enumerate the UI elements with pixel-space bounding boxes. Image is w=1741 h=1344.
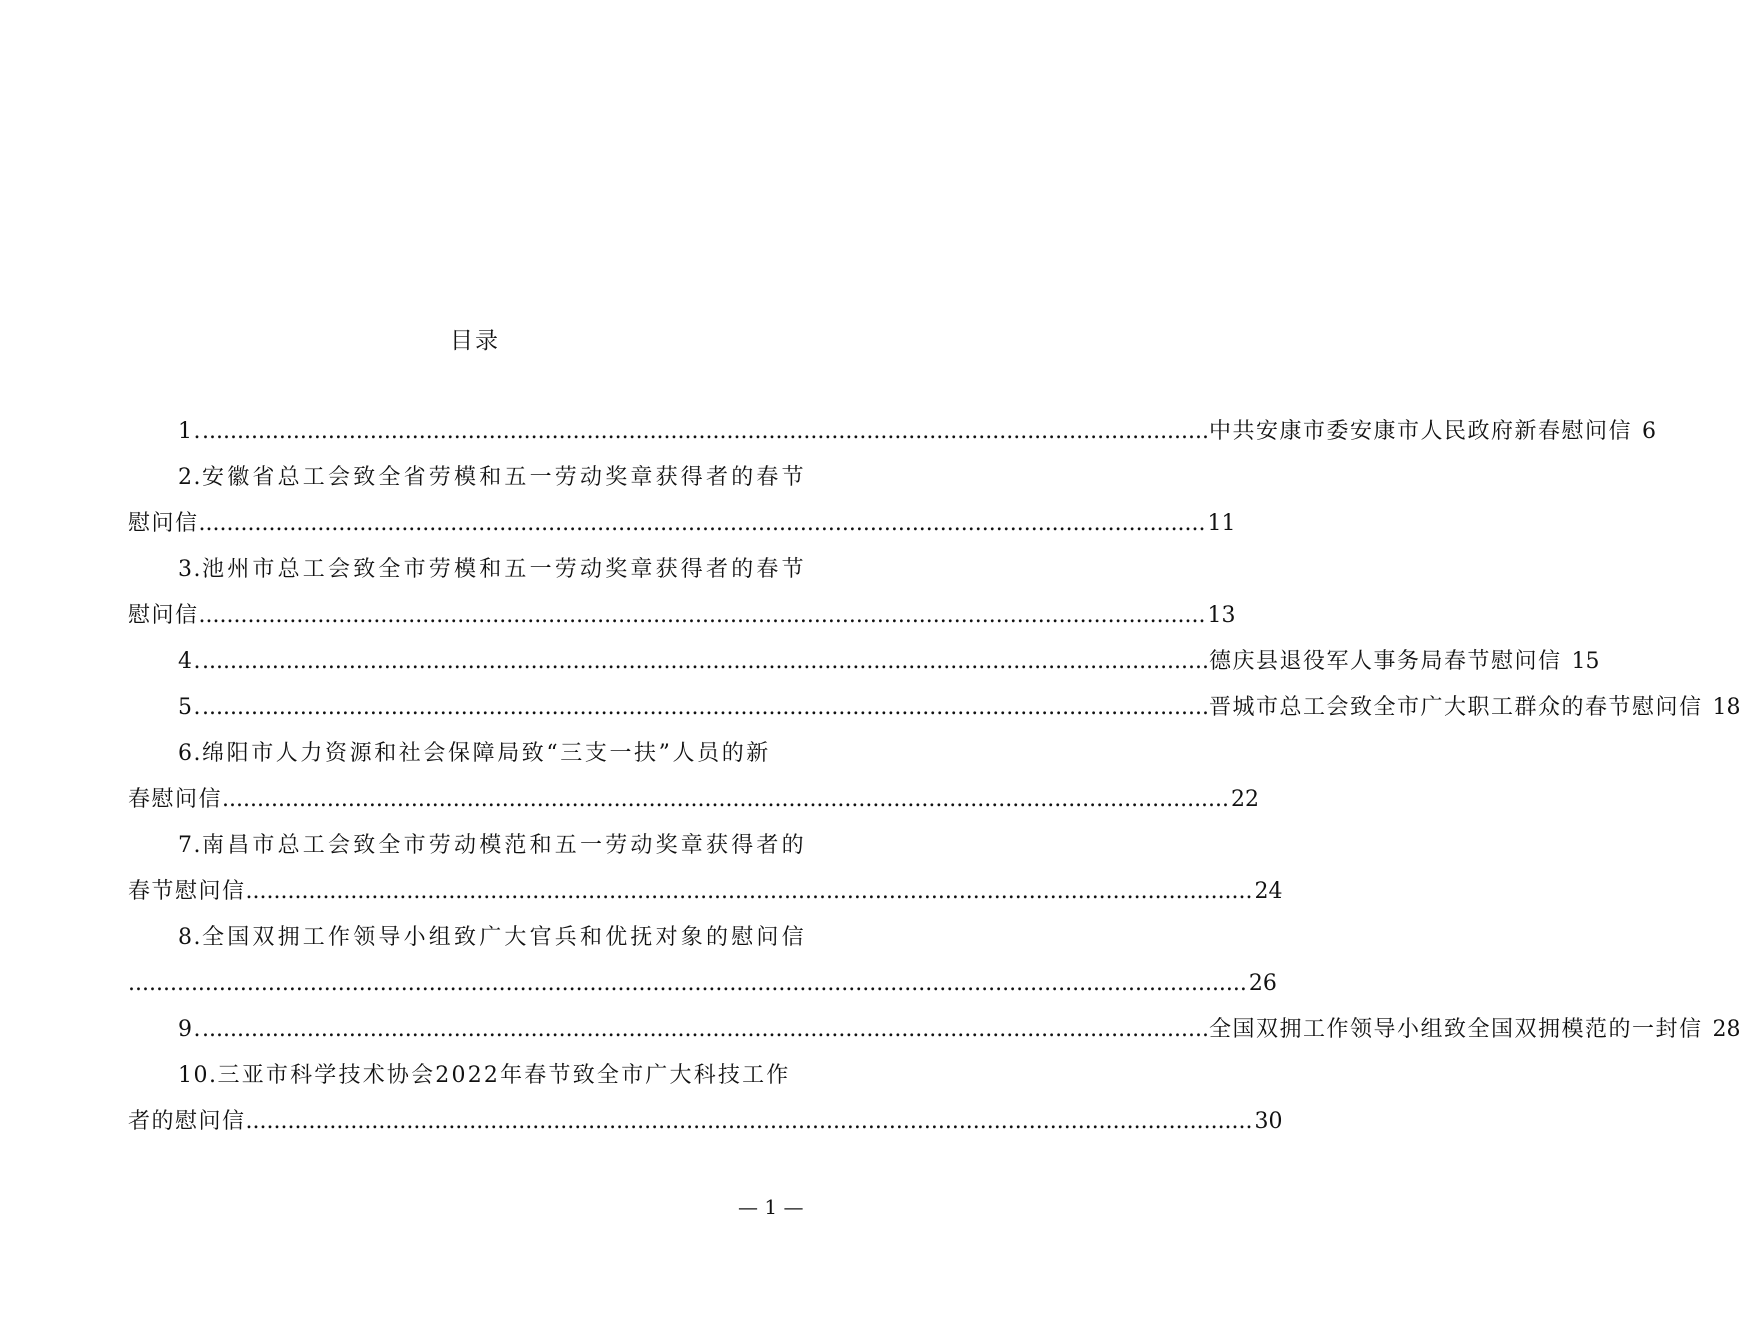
entry-page: 6 [1642,419,1657,444]
entry-title: 中共安康市委安康市人民政府新春慰问信 [1209,419,1633,444]
dot-leader: ................................................................................................................................................ [245,879,1253,904]
dot-leader: ................................................................................................................................................ [198,511,1206,536]
entry-number: 10. [178,1063,218,1088]
entry-title: 全国双拥工作领导小组致广大官兵和优抚对象的慰问信 [202,925,807,950]
entry-number: 4. [178,649,202,674]
entry-number: 6. [178,741,202,766]
toc-entry-2-line1[interactable] [178,460,808,496]
entry-title: 晋城市总工会致全市广大职工群众的春节慰问信 [1209,695,1703,720]
dot-leader: ................................................................................................................................................ [245,1109,1253,1134]
toc-entry-3-line1[interactable] [178,552,808,588]
entry-page: 28 [1712,1017,1741,1042]
entry-title-cont: 春节慰问信 [128,879,246,904]
toc-entry-6-line2[interactable] [128,782,1260,818]
toc-entry-10-line1[interactable] [178,1058,808,1094]
entry-number: 1. [178,419,202,444]
entry-page: 30 [1254,1109,1283,1134]
entry-title-cont: 慰问信 [128,511,199,536]
dot-leader: ................................................................................................................................................ [202,1017,1210,1042]
entry-title: 三亚市科学技术协会2022年春节致全市广大科技工作 [217,1063,791,1088]
entry-number: 2. [178,465,202,490]
entry-title: 南昌市总工会致全市劳动模范和五一劳动奖章获得者的 [202,833,807,858]
toc-entry-7-line2[interactable] [128,874,1283,910]
entry-number: 9. [178,1017,202,1042]
toc-entry-2-line2[interactable] [128,506,1236,542]
toc-entry-7-line1[interactable] [178,828,808,864]
toc-entry-5[interactable] [178,690,1741,726]
toc-entry-9[interactable] [178,1012,1741,1048]
entry-number: 7. [178,833,202,858]
toc-entry-6-line1[interactable] [178,736,808,772]
entry-page: 26 [1248,971,1277,996]
entry-title: 全国双拥工作领导小组致全国双拥模范的一封信 [1209,1017,1703,1042]
toc-entry-10-line2[interactable] [128,1104,1283,1140]
entry-page: 15 [1571,649,1600,674]
entry-title: 绵阳市人力资源和社会保障局致“三支一扶”人员的新 [202,741,771,766]
toc-title: 目录 [450,328,500,354]
toc-entry-3-line2[interactable] [128,598,1236,634]
dot-leader: ................................................................................................................................................ [198,603,1206,628]
entry-title: 池州市总工会致全市劳模和五一劳动奖章获得者的春节 [202,557,807,582]
dot-leader: ................................................................................................................................................ [202,695,1210,720]
toc-entry-4[interactable] [178,644,1600,680]
dot-leader: ................................................................................................................................................ [222,787,1230,812]
entry-title: 安徽省总工会致全省劳模和五一劳动奖章获得者的春节 [202,465,807,490]
entry-number: 8. [178,925,202,950]
entry-title: 德庆县退役军人事务局春节慰问信 [1209,649,1562,674]
dot-leader: ................................................................................................................................................ [202,419,1210,444]
entry-page: 11 [1207,511,1236,536]
page-number: — 1 — [738,1195,804,1219]
entry-page: 13 [1207,603,1236,628]
entry-title-cont: 者的慰问信 [128,1109,246,1134]
dot-leader: ................................................................................................................................................................ [128,971,1247,996]
entry-page: 18 [1712,695,1741,720]
dot-leader: ................................................................................................................................................ [202,649,1210,674]
entry-page: 22 [1231,787,1260,812]
entry-page: 24 [1254,879,1283,904]
entry-title-cont: 春慰问信 [128,787,223,812]
entry-title-cont: 慰问信 [128,603,199,628]
entry-number: 5. [178,695,202,720]
entry-number: 3. [178,557,202,582]
toc-entry-8-line2[interactable] [128,966,1277,1002]
toc-entry-1[interactable] [178,414,1657,450]
toc-entry-8-line1[interactable] [178,920,808,956]
